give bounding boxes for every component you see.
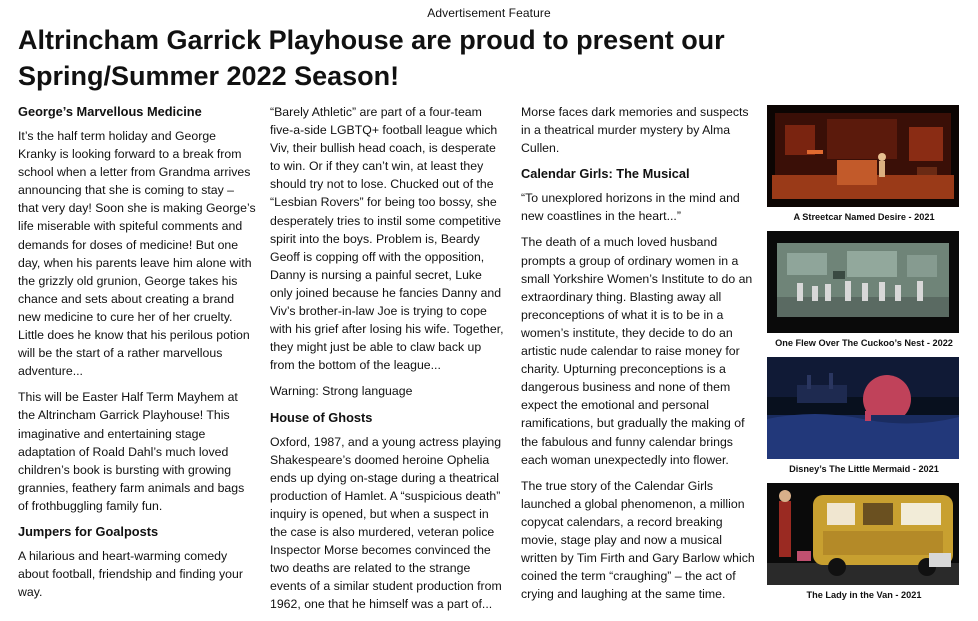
paragraph-calendar-girls-synopsis: The death of a much loved husband prompts a group of ordinary women in a small Yorkshire Women’s Institute to do an extraordinary thing. Blasting away all preconceptions of what it is to be in a women’s institute, they decide to do an artistic nude calendar to raise money for charity. Upturning preconceptions is a dangerous business and none of them expect the emotional and personal ramifications, but gradually the making of the fabulous and funny calendar brings each woman unexpectedly into flower. <box>521 235 753 467</box>
advertisement-label: Advertisement Feature <box>427 6 551 20</box>
headline-line-2: Spring/Summer 2022 Season! <box>18 61 400 91</box>
photo-block-lady-in-van <box>767 483 961 601</box>
page-headline <box>18 22 818 94</box>
production-photos <box>767 105 961 601</box>
headline-line-1: Altrincham Garrick Playhouse are proud to present our <box>18 25 725 55</box>
paragraph-jumpers-synopsis: “Barely Athletic” are part of a four-team five-a-side LGBTQ+ football league which Viv, their bullish head coach, is desperate to win. Or if they can’t win, at least they should try not to lose. Chucked out of the “Lesbian Rovers” for being too bossy, she desperately tries to instil some competitive spirit into the boys. Problem is, Beardy Geoff is copping off with the opposition, Danny is nursing a painful secret, Luke only joined because he fancies Danny and Viv’s brother-in-law Joe is trying to cope with his grief after losing his wife. Together, they might just be able to claw back up from the bottom of the league... <box>270 105 504 373</box>
paragraph-georges-synopsis: It’s the half term holiday and George Kranky is looking forward to a break from school when a letter from Grandma arrives announcing that she is coming to stay – that very day! Soon she is making George’s life miserable with spiteful comments and demands for doses of medicine! But one day, when his parents leave him alone with the grizzly old grunion, George takes his chance and sets about creating a brand new medicine to cure her of her cruelty. Little does he know that his perilous potion will be the start of a rather marvellous adventure... <box>18 129 256 379</box>
column-1 <box>18 103 256 609</box>
photo-streetcar-named-desire <box>767 105 959 207</box>
photo-little-mermaid <box>767 357 959 459</box>
photo-lady-in-the-van <box>767 483 959 585</box>
photo-one-flew-over <box>767 231 959 333</box>
photo-block-cuckoo <box>767 231 961 349</box>
paragraph-house-of-ghosts-synopsis: Oxford, 1987, and a young actress playing Shakespeare’s doomed heroine Ophelia ends up dying on-stage during a theatrical production of Hamlet. A “suspicious death” inquiry is opened, but when a suspect in the case is also murdered, veteran police Inspector Morse becomes convinced the two deaths are related to the strange events of a similar student production from 1962, one that he himself was a part of... <box>270 434 502 612</box>
column-3 <box>521 103 759 611</box>
caption-streetcar: A Streetcar Named Desire - 2021 <box>793 212 935 222</box>
photo-block-streetcar <box>767 105 961 223</box>
column-2 <box>270 103 504 621</box>
heading-jumpers-for-goalposts: Jumpers for Goalposts <box>18 523 159 539</box>
caption-cuckoo: One Flew Over The Cuckoo’s Nest - 2022 <box>775 338 953 348</box>
caption-mermaid: Disney’s The Little Mermaid - 2021 <box>789 464 939 474</box>
heading-calendar-girls: Calendar Girls: The Musical <box>521 166 690 182</box>
paragraph-easter-half-term: This will be Easter Half Term Mayhem at the Altrincham Garrick Playhouse! This imaginative and entertaining stage adaptation of Roald Dahl’s much loved children’s book is bursting with growing grannies, feathery farm animals and bags of frothbuggling family fun. <box>18 390 245 513</box>
paragraph-calendar-girls-quote: “To unexplored horizons in the mind and new coastlines in the heart...” <box>521 191 740 224</box>
heading-georges-marvellous-medicine: George’s Marvellous Medicine <box>18 104 202 119</box>
heading-house-of-ghosts: House of Ghosts <box>270 409 373 425</box>
paragraph-morse-continued: Morse faces dark memories and suspects in a theatrical murder mystery by Alma Cullen. <box>521 105 749 156</box>
photo-block-mermaid <box>767 357 961 475</box>
caption-lady-in-van: The Lady in the Van - 2021 <box>806 590 922 600</box>
paragraph-jumpers-intro: A hilarious and heart-warming comedy about football, friendship and finding your way. <box>18 548 243 600</box>
paragraph-calendar-girls-story: The true story of the Calendar Girls launched a global phenomenon, a million copycat calendars, a record breaking movie, stage play and now a musical written by Tim Firth and Gary Barlow which coined the term “craughing” – the act of crying and laughing at the same time. <box>521 478 755 602</box>
paragraph-warning: Warning: Strong language <box>270 384 413 399</box>
